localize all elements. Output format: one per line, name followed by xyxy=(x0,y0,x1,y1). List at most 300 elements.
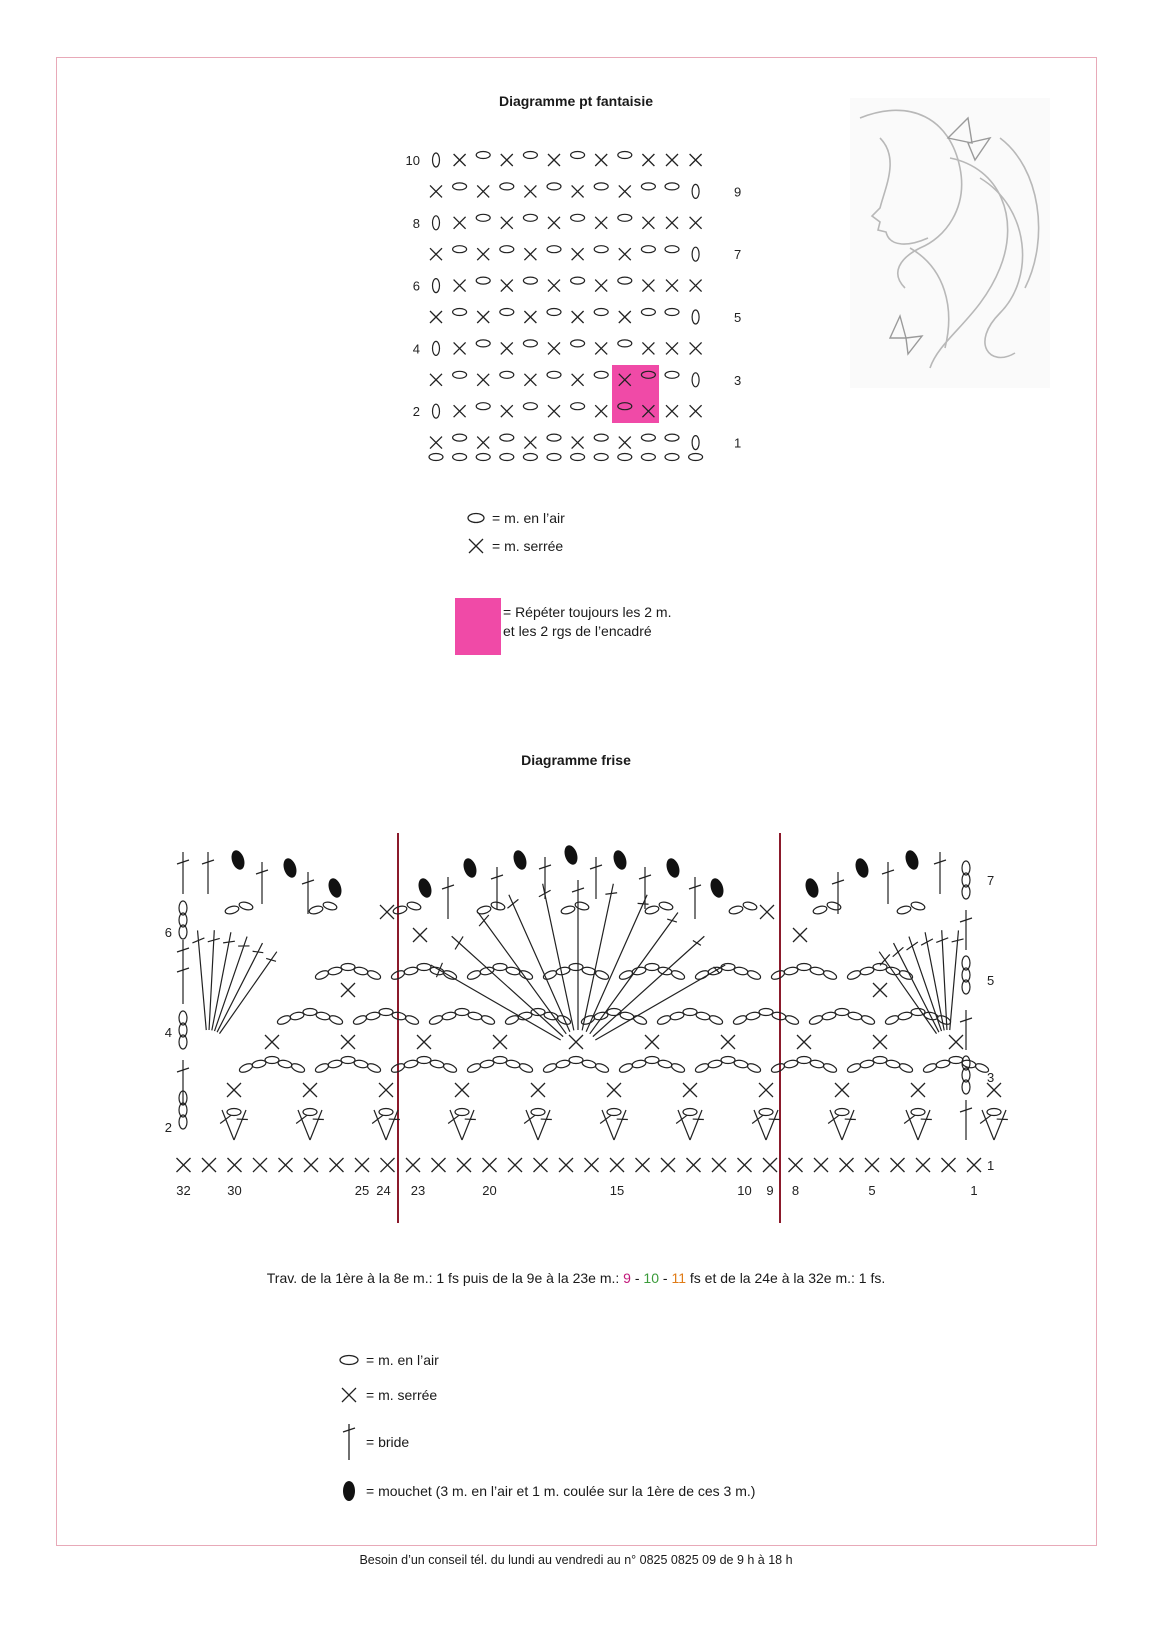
frise-r4-chain xyxy=(276,1014,292,1026)
frise-r1-sc xyxy=(279,1158,293,1172)
frise-edge-dc xyxy=(960,1010,972,1050)
frise-r4-chain xyxy=(428,1014,444,1026)
frise-caption-sep2: - xyxy=(659,1270,672,1286)
frise-r6-sc xyxy=(413,928,427,942)
frise-r3-sc xyxy=(379,1083,393,1097)
frise-r5-chain xyxy=(466,969,482,981)
frise-r7-dc xyxy=(202,852,214,894)
frise-r3-chain xyxy=(618,1062,634,1074)
frise-r3-chain xyxy=(314,1062,330,1074)
frise-r4-chain xyxy=(455,1009,469,1016)
frise-caption xyxy=(0,1270,1152,1286)
frise-r6-chain xyxy=(322,901,337,911)
frise-fan-dc xyxy=(586,895,648,1032)
frise-r5-chain xyxy=(417,964,431,971)
frise-r3-chain xyxy=(505,1059,520,1069)
frise-r3-sc xyxy=(227,1083,241,1097)
frise-r1-sc xyxy=(304,1158,318,1172)
frise-r5-chain xyxy=(809,966,824,976)
frise-r3-sc xyxy=(303,1083,317,1097)
frise-r4-chain xyxy=(467,1011,482,1021)
frise-r1-sc xyxy=(228,1158,242,1172)
frise-stitch-number-23: 23 xyxy=(410,1183,426,1198)
fantaisie-row-label-2: 2 xyxy=(412,404,420,420)
frise-r4-chain xyxy=(847,1011,862,1021)
frise-r4-chain xyxy=(656,1014,672,1026)
frise-r4-sc xyxy=(569,1035,583,1049)
frise-r4-chain xyxy=(289,1011,304,1021)
frise-r2-dc xyxy=(234,1110,248,1140)
frise-r5-chain xyxy=(859,966,874,976)
frise-r3-chain xyxy=(265,1057,279,1064)
frise-r3-chain xyxy=(251,1059,266,1069)
frise-caption-n2: 10 xyxy=(643,1270,659,1286)
frise-fan-dc xyxy=(208,930,220,1030)
frise-row-label-3: 3 xyxy=(987,1070,995,1085)
frise-r1-sc xyxy=(483,1158,497,1172)
frise-r5-sc xyxy=(873,983,887,997)
frise-r2-dc xyxy=(828,1110,842,1140)
frise-r3-chain xyxy=(822,1062,838,1074)
frise-r4-chain xyxy=(632,1014,648,1026)
frise-r1-sc xyxy=(636,1158,650,1172)
frise-r5-chain xyxy=(670,969,686,981)
frise-r3-sc xyxy=(607,1083,621,1097)
frise-r3-chain xyxy=(898,1062,914,1074)
frise-r7-picot xyxy=(903,849,921,872)
frise-r1-sc xyxy=(508,1158,522,1172)
frise-r3-chain xyxy=(569,1057,583,1064)
fantaisie-row-label-6: 6 xyxy=(412,278,420,294)
frise-r1-sc xyxy=(865,1158,879,1172)
frise-title: Diagramme frise xyxy=(521,752,631,768)
frise-r4-chain xyxy=(808,1014,824,1026)
frise-legend-sc-label: = m. serrée xyxy=(366,1387,438,1403)
frise-r4-chain xyxy=(860,1014,876,1026)
frise-r3-chain xyxy=(694,1062,710,1074)
frise-r3-chain xyxy=(555,1059,570,1069)
frise-r7-dc xyxy=(539,857,551,899)
frise-r4-sc xyxy=(949,1035,963,1049)
frise-r1-sc xyxy=(942,1158,956,1172)
frise-r6-sc xyxy=(760,905,774,919)
frise-row-label-5: 5 xyxy=(987,973,995,988)
frise-r4-chain xyxy=(593,1011,608,1021)
frise-r5-chain xyxy=(555,966,570,976)
frise-r4-sc xyxy=(493,1035,507,1049)
frise-fan-dc xyxy=(936,930,948,1030)
frise-r3-chain xyxy=(670,1062,686,1074)
frise-r2-chain xyxy=(227,1109,241,1116)
frise-r6-sc xyxy=(380,905,394,919)
frise-r7-picot xyxy=(461,857,479,880)
frise-r2-dc xyxy=(994,1110,1008,1140)
frise-stitch-number-5: 5 xyxy=(868,1183,876,1198)
frise-stitch-number-15: 15 xyxy=(609,1183,625,1198)
fantaisie-row-label-5: 5 xyxy=(734,310,742,325)
frise-r4-chain xyxy=(315,1011,330,1021)
frise-r4-chain xyxy=(732,1014,748,1026)
frise-r5-chain xyxy=(341,964,355,971)
frise-stitch-number-8: 8 xyxy=(791,1183,800,1198)
frise-r3-chain xyxy=(797,1057,811,1064)
frise-r4-sc xyxy=(417,1035,431,1049)
frise-r1-sc xyxy=(763,1158,777,1172)
picot-icon xyxy=(338,1478,360,1504)
frise-r4-sc xyxy=(797,1035,811,1049)
frise-r7-dc xyxy=(639,867,651,909)
frise-r2-dc xyxy=(614,1110,628,1140)
frise-r4-chain xyxy=(683,1009,697,1016)
frise-r2-dc xyxy=(676,1110,690,1140)
frise-r1-sc xyxy=(814,1158,828,1172)
frise-r2-chain xyxy=(683,1109,697,1116)
frise-r6-chain xyxy=(224,905,239,915)
frise-fan-dc xyxy=(215,937,250,1032)
frise-r1-sc xyxy=(967,1158,981,1172)
frise-r5-chain xyxy=(631,966,646,976)
frise-fan-dc xyxy=(907,937,942,1032)
frise-r3-chain xyxy=(581,1059,596,1069)
fantaisie-row-label-9: 9 xyxy=(734,184,742,200)
frise-r2-dc xyxy=(766,1110,780,1140)
frise-r3-chain xyxy=(935,1059,950,1069)
frise-r3-chain xyxy=(403,1059,418,1069)
frise-r3-chain xyxy=(277,1059,292,1069)
frise-stitch-number-1: 1 xyxy=(970,1183,978,1198)
frise-legend-dc xyxy=(338,1422,409,1462)
frise-r4-chain xyxy=(619,1011,634,1021)
frise-r3-chain xyxy=(631,1059,646,1069)
frise-r6-chain xyxy=(490,901,505,911)
frise-r2-dc xyxy=(296,1110,310,1140)
frise-r2-dc xyxy=(752,1110,766,1140)
frise-r6-chain xyxy=(812,905,827,915)
frise-r2-dc xyxy=(918,1110,932,1140)
frise-r6-chain xyxy=(406,901,421,911)
frise-r2-chain xyxy=(607,1109,621,1116)
frise-r4-chain xyxy=(352,1014,368,1026)
frise-r5-chain xyxy=(403,966,418,976)
frise-r3-chain xyxy=(733,1059,748,1069)
fantaisie-row-label-4: 4 xyxy=(412,341,420,357)
frise-stitch-number-30: 30 xyxy=(227,1183,242,1198)
frise-fan-dc xyxy=(192,930,206,1030)
frise-r5-chain xyxy=(645,964,659,971)
frise-caption-n3: 11 xyxy=(671,1270,686,1286)
frise-r2-chain xyxy=(987,1109,1001,1116)
frise-r1-sc xyxy=(534,1158,548,1172)
frise-r3-sc xyxy=(455,1083,469,1097)
frise-r1-sc xyxy=(330,1158,344,1172)
frise-r3-chain xyxy=(707,1059,722,1069)
frise-r7-dc xyxy=(882,862,894,904)
frise-edge-dc xyxy=(177,960,189,1004)
frise-r4-sc xyxy=(645,1035,659,1049)
frise-r4-chain xyxy=(821,1011,836,1021)
frise-r1-sc xyxy=(712,1158,726,1172)
frise-r5-chain xyxy=(618,969,634,981)
frise-r6-sc xyxy=(793,928,807,942)
frise-r2-dc xyxy=(690,1110,704,1140)
frise-r6-chain xyxy=(728,905,743,915)
frise-r1-sc xyxy=(891,1158,905,1172)
frise-r2-chain xyxy=(303,1109,317,1116)
frise-r6-chain xyxy=(910,901,925,911)
frise-r3-chain xyxy=(594,1062,610,1074)
frise-row-label-2: 2 xyxy=(164,1120,172,1135)
fantaisie-title: Diagramme pt fantaisie xyxy=(498,93,654,109)
frise-r2-dc xyxy=(904,1110,918,1140)
frise-r4-sc xyxy=(341,1035,355,1049)
frise-r7-picot xyxy=(281,857,299,880)
frise-r7-picot xyxy=(664,857,682,880)
frise-caption-n1: 9 xyxy=(623,1270,631,1286)
frise-r4-chain xyxy=(708,1014,724,1026)
frise-r3-chain xyxy=(859,1059,874,1069)
frise-r2-chain xyxy=(455,1109,469,1116)
frise-r6-chain xyxy=(476,905,491,915)
frise-r1-sc xyxy=(610,1158,624,1172)
frise-legend-chain-label: = m. en l’air xyxy=(366,1352,439,1368)
frise-r6-chain xyxy=(308,905,323,915)
repeat-legend-line2: et les 2 rgs de l’encadré xyxy=(503,623,652,639)
frise-r7-dc xyxy=(177,852,189,894)
dc-icon xyxy=(338,1422,360,1462)
frise-r1-sc xyxy=(406,1158,420,1172)
frise-legend-picot xyxy=(338,1478,755,1504)
frise-caption-prefix: Trav. de la 1ère à la 8e m.: 1 fs puis de la 9e à la 23e m.: xyxy=(266,1270,624,1286)
frise-r2-dc xyxy=(462,1110,476,1140)
frise-r7-dc xyxy=(256,862,268,904)
frise-r6-chain xyxy=(392,905,407,915)
frise-r1-sc xyxy=(559,1158,573,1172)
frise-r3-chain xyxy=(479,1059,494,1069)
frise-r1-sc xyxy=(432,1158,446,1172)
fantaisie-row-label-7: 7 xyxy=(734,247,742,263)
frise-r3-chain xyxy=(341,1057,355,1064)
frise-r4-chain xyxy=(669,1011,684,1021)
frise-r3-chain xyxy=(846,1062,862,1074)
frise-r7-picot xyxy=(853,857,871,880)
frise-r6-chain xyxy=(644,905,659,915)
frise-r3-chain xyxy=(770,1062,786,1074)
frise-r7-dc xyxy=(832,872,844,914)
frise-r4-chain xyxy=(607,1009,621,1016)
frise-r1-sc xyxy=(916,1158,930,1172)
fantaisie-row-label-10: 10 xyxy=(405,153,420,168)
frise-r7-dc xyxy=(689,877,701,919)
frise-r5-chain xyxy=(797,964,811,971)
frise-r3-chain xyxy=(466,1062,482,1074)
frise-r1-sc xyxy=(687,1158,701,1172)
frise-r3-chain xyxy=(429,1059,444,1069)
frise-r3-sc xyxy=(911,1083,925,1097)
fantaisie-legend-chain-label: = m. en l’air xyxy=(492,510,565,526)
frise-r4-chain xyxy=(480,1014,496,1026)
frise-r7-picot xyxy=(562,844,580,867)
frise-r3-sc xyxy=(531,1083,545,1097)
frise-edge-dc xyxy=(960,910,972,950)
frise-r2-dc xyxy=(538,1110,552,1140)
frise-fan-dc xyxy=(431,963,561,1040)
frise-r4-chain xyxy=(897,1011,912,1021)
chain-icon xyxy=(338,1353,360,1367)
frise-r3-chain xyxy=(442,1062,458,1074)
frise-r4-chain xyxy=(884,1014,900,1026)
frise-r4-chain xyxy=(695,1011,710,1021)
frise-r2-dc xyxy=(448,1110,462,1140)
frise-r3-chain xyxy=(542,1062,558,1074)
frise-r3-chain xyxy=(327,1059,342,1069)
frise-r1-sc xyxy=(738,1158,752,1172)
frise-r6-chain xyxy=(574,901,589,911)
repeat-legend-line1: = Répéter toujours les 2 m. xyxy=(503,604,672,620)
frise-r5-chain xyxy=(783,966,798,976)
sc-icon xyxy=(338,1385,360,1405)
footer-contact: Besoin d’un conseil tél. du lundi au vendredi au n° 0825 0825 09 de 9 h à 18 h xyxy=(359,1553,793,1567)
frise-r7-picot xyxy=(611,849,629,872)
frise-r6-chain xyxy=(238,901,253,911)
frise-row-label-6: 6 xyxy=(164,925,172,940)
frise-r1-sc xyxy=(355,1158,369,1172)
frise-r5-chain xyxy=(846,969,862,981)
frise-r7-picot xyxy=(511,849,529,872)
frise-stitch-number-24: 24 xyxy=(376,1183,391,1198)
frise-r7-picot xyxy=(803,877,821,900)
frise-r6-chain xyxy=(826,901,841,911)
frise-edge-dc xyxy=(177,940,189,960)
frise-r5-chain xyxy=(594,969,610,981)
fantaisie-row-label-1: 1 xyxy=(734,435,742,451)
frise-r4-chain xyxy=(303,1009,317,1016)
frise-r6-chain xyxy=(560,905,575,915)
frise-r1-sc xyxy=(177,1158,191,1172)
frise-legend-dc-label: = bride xyxy=(366,1434,410,1450)
frise-r2-dc xyxy=(842,1110,856,1140)
frise-r3-chain xyxy=(238,1062,254,1074)
frise-r1-sc xyxy=(253,1158,267,1172)
frise-r4-chain xyxy=(759,1009,773,1016)
frise-r5-sc xyxy=(341,983,355,997)
frise-stitch-number-25: 25 xyxy=(354,1183,370,1198)
frise-r7-picot xyxy=(229,849,247,872)
frise-r2-dc xyxy=(220,1110,234,1140)
frise-r5-chain xyxy=(327,966,342,976)
frise-row-label-7: 7 xyxy=(987,873,995,888)
frise-stitch-number-32: 32 xyxy=(176,1183,191,1198)
frise-r4-sc xyxy=(265,1035,279,1049)
frise-r7-dc xyxy=(442,877,454,919)
frise-r3-sc xyxy=(683,1083,697,1097)
frise-r5-chain xyxy=(493,964,507,971)
frise-r2-dc xyxy=(600,1110,614,1140)
frise-r3-chain xyxy=(809,1059,824,1069)
frise-r2-dc xyxy=(980,1110,994,1140)
frise-legend-picot-label: = mouchet (3 m. en l’air et 1 m. coulée sur la 1ère de ces 3 m.) xyxy=(366,1483,756,1499)
frise-r4-chain xyxy=(745,1011,760,1021)
frise-r1-sc xyxy=(381,1158,395,1172)
frise-r3-chain xyxy=(885,1059,900,1069)
frise-r1-sc xyxy=(840,1158,854,1172)
frise-r7-picot xyxy=(416,877,434,900)
frise-r5-chain xyxy=(822,969,838,981)
frise-r1-sc xyxy=(789,1158,803,1172)
frise-r1-sc xyxy=(661,1158,675,1172)
frise-r5-chain xyxy=(353,966,368,976)
frise-r4-sc xyxy=(721,1035,735,1049)
frise-row-label-1: 1 xyxy=(987,1158,995,1173)
frise-r3-chain xyxy=(353,1059,368,1069)
frise-row-label-4: 4 xyxy=(164,1025,172,1040)
frise-r3-chain xyxy=(518,1062,534,1074)
frise-r3-chain xyxy=(493,1057,507,1064)
frise-r2-chain xyxy=(911,1109,925,1116)
frise-fan-dc xyxy=(507,895,569,1032)
fantaisie-row-label-8: 8 xyxy=(412,215,420,231)
frise-stitch-number-9: 9 xyxy=(766,1183,774,1198)
frise-r3-chain xyxy=(657,1059,672,1069)
frise-fan-dc xyxy=(950,930,964,1030)
frise-r2-chain xyxy=(531,1109,545,1116)
frise-r3-chain xyxy=(417,1057,431,1064)
frise-r3-chain xyxy=(645,1057,659,1064)
frise-r6-chain xyxy=(896,905,911,915)
frise-r5-chain xyxy=(314,969,330,981)
frise-r5-chain xyxy=(746,969,762,981)
frise-r6-chain xyxy=(742,901,757,911)
frise-r2-chain xyxy=(759,1109,773,1116)
frise-r3-chain xyxy=(290,1062,306,1074)
frise-r4-chain xyxy=(504,1014,520,1026)
frise-r3-chain xyxy=(949,1057,963,1064)
frise-edge-dc xyxy=(960,1100,972,1140)
frise-r2-dc xyxy=(372,1110,386,1140)
frise-r3-chain xyxy=(746,1062,762,1074)
frise-r4-chain xyxy=(835,1009,849,1016)
frise-r3-sc xyxy=(987,1083,1001,1097)
frise-r3-chain xyxy=(783,1059,798,1069)
frise-r3-chain xyxy=(721,1057,735,1064)
frise-caption-sep1: - xyxy=(630,1270,644,1286)
fantaisie-legend-sc-label: = m. serrée xyxy=(492,538,564,554)
frise-stitch-number-10: 10 xyxy=(737,1183,752,1198)
frise-r3-sc xyxy=(835,1083,849,1097)
frise-r5-chain xyxy=(569,964,583,971)
frise-caption-suffix: fs et de la 24e à la 32e m.: 1 fs. xyxy=(686,1270,886,1286)
frise-r2-chain xyxy=(379,1109,393,1116)
fantaisie-row-label-3: 3 xyxy=(734,372,742,388)
frise-legend-chain xyxy=(338,1352,439,1368)
frise-r1-sc xyxy=(457,1158,471,1172)
frise-r2-chain xyxy=(835,1109,849,1116)
frise-r3-sc xyxy=(759,1083,773,1097)
frise-r3-chain xyxy=(366,1062,382,1074)
frise-r5-chain xyxy=(770,969,786,981)
frise-r7-picot xyxy=(326,877,344,900)
frise-r3-chain xyxy=(922,1062,938,1074)
frise-r2-dc xyxy=(524,1110,538,1140)
frise-r4-chain xyxy=(379,1009,393,1016)
frise-r1-sc xyxy=(585,1158,599,1172)
frise-r2-dc xyxy=(310,1110,324,1140)
frise-r5-chain xyxy=(733,966,748,976)
frise-legend-sc xyxy=(338,1385,437,1405)
frise-r5-chain xyxy=(366,969,382,981)
frise-r7-dc xyxy=(934,852,946,894)
frise-r4-chain xyxy=(365,1011,380,1021)
frise-r5-chain xyxy=(721,964,735,971)
